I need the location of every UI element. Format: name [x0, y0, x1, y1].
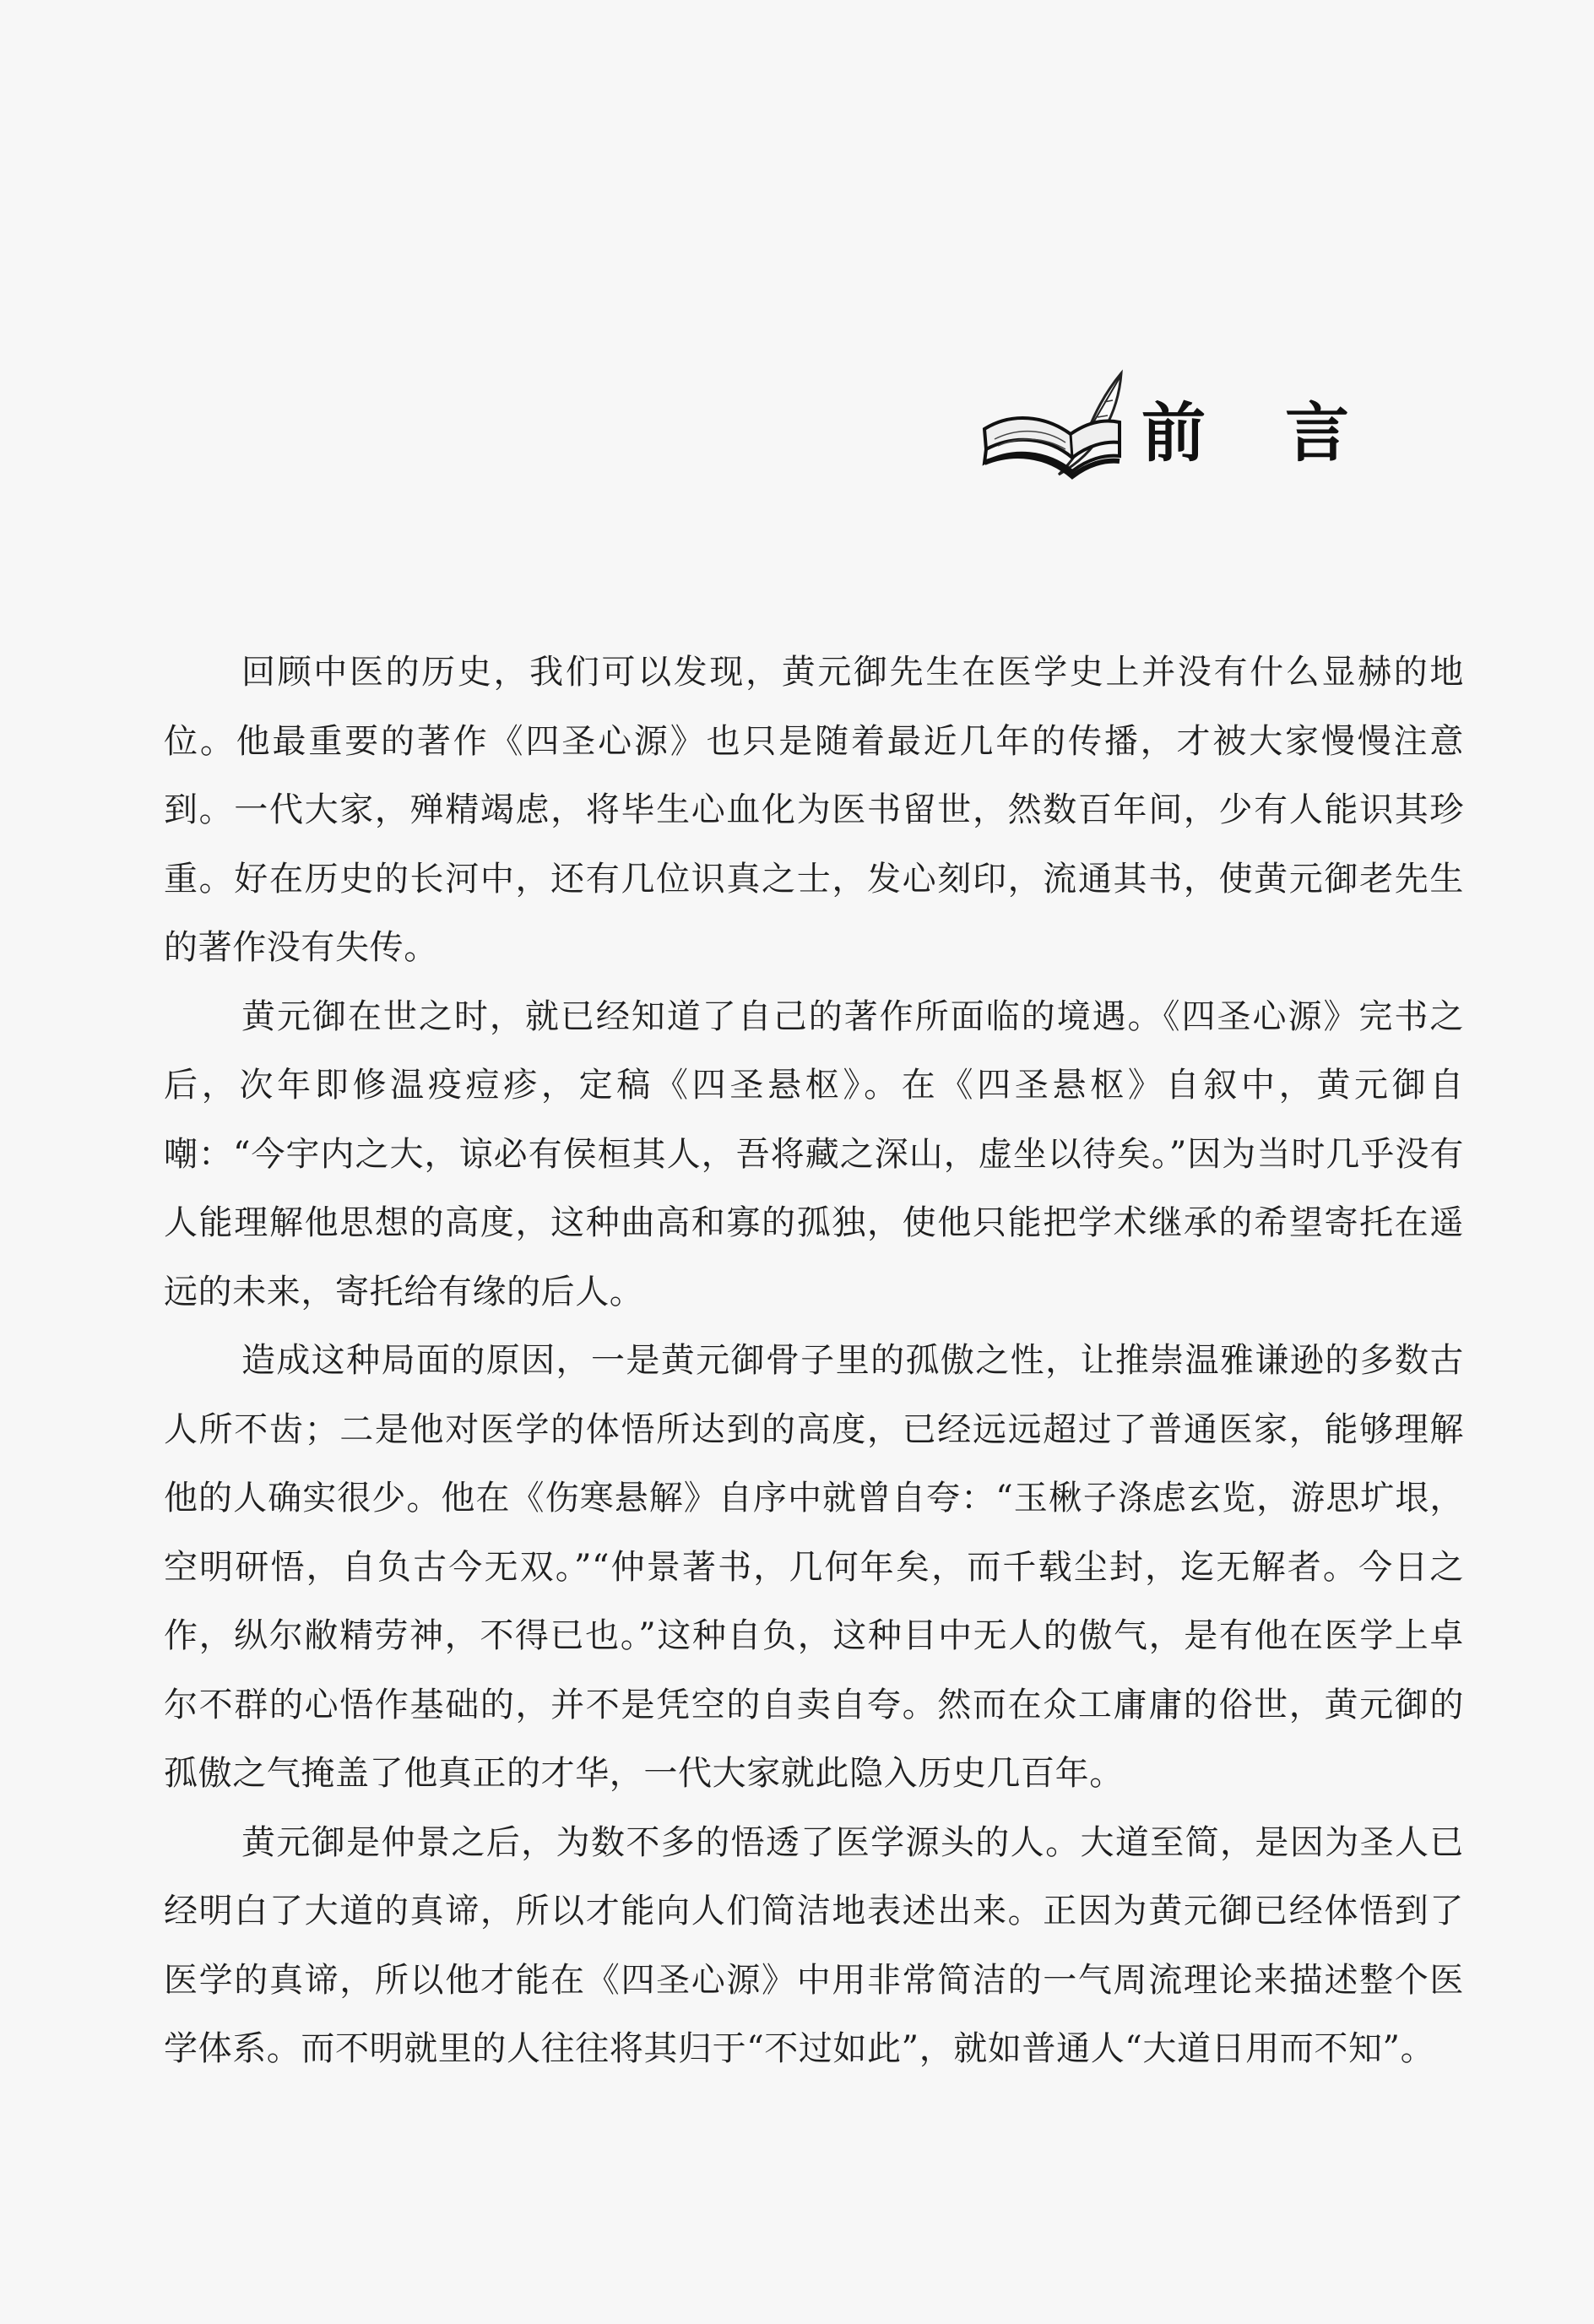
- body-text: [164, 638, 1464, 2084]
- paragraph-3: 造成这种局面的原因，一是黄元御骨子里的孤傲之性，让推崇温雅谦逊的多数古人所不齿；二是他对医学的体悟所达到的高度，已经远远超过了普通医家，能够理解他的人确实很少。他在《伤寒悬解》自序中就曾自夸：“玉楸子涤虑玄览，游思圹垠，空明研悟，自负古今无双。”“仲景著书，几何年矣，而千载尘封，迄无解者。今日之作，纵尔敝精劳神，不得已也。”这种自负，这种目中无人的傲气，是有他在医学上卓尔不群的心悟作基础的，并不是凭空的自卖自夸。然而在众工庸庸的俗世，黄元御的孤傲之气掩盖了他真正的才华，一代大家就此隐入历史几百年。: [164, 1341, 1464, 1793]
- book-quill-icon: [978, 368, 1138, 486]
- paragraph-1: 回顾中医的历史，我们可以发现，黄元御先生在医学史上并没有什么显赫的地位。他最重要的著作《四圣心源》也只是随着最近几年的传播，才被大家慢慢注意到。一代大家，殚精竭虑，将毕生心血化为医书留世，然数百年间，少有人能识其珍重。好在历史的长河中，还有几位识真之士，发心刻印，流通其书，使黄元御老先生的著作没有失传。: [164, 653, 1464, 967]
- chapter-title: 前言: [1141, 394, 1429, 470]
- paragraph-4: 黄元御是仲景之后，为数不多的悟透了医学源头的人。大道至简，是因为圣人已经明白了大道的真谛，所以才能向人们简洁地表述出来。正因为黄元御已经体悟到了医学的真谛，所以他才能在《四圣心源》中用非常简洁的一气周流理论来描述整个医学体系。而不明就里的人往往将其归于“不过如此”，就如普通人“大道日用而不知”。: [164, 1822, 1464, 2068]
- chapter-heading: [978, 368, 1429, 486]
- paragraph-2: 黄元御在世之时，就已经知道了自己的著作所面临的境遇。《四圣心源》完书之后，次年即修温疫痘疹，定稿《四圣悬枢》。在《四圣悬枢》自叙中，黄元御自嘲：“今宇内之大，谅必有侯桓其人，吾将藏之深山，虚坐以待矣。”因为当时几乎没有人能理解他思想的高度，这种曲高和寡的孤独，使他只能把学术继承的希望寄托在遥远的未来，寄托给有缘的后人。: [164, 996, 1464, 1311]
